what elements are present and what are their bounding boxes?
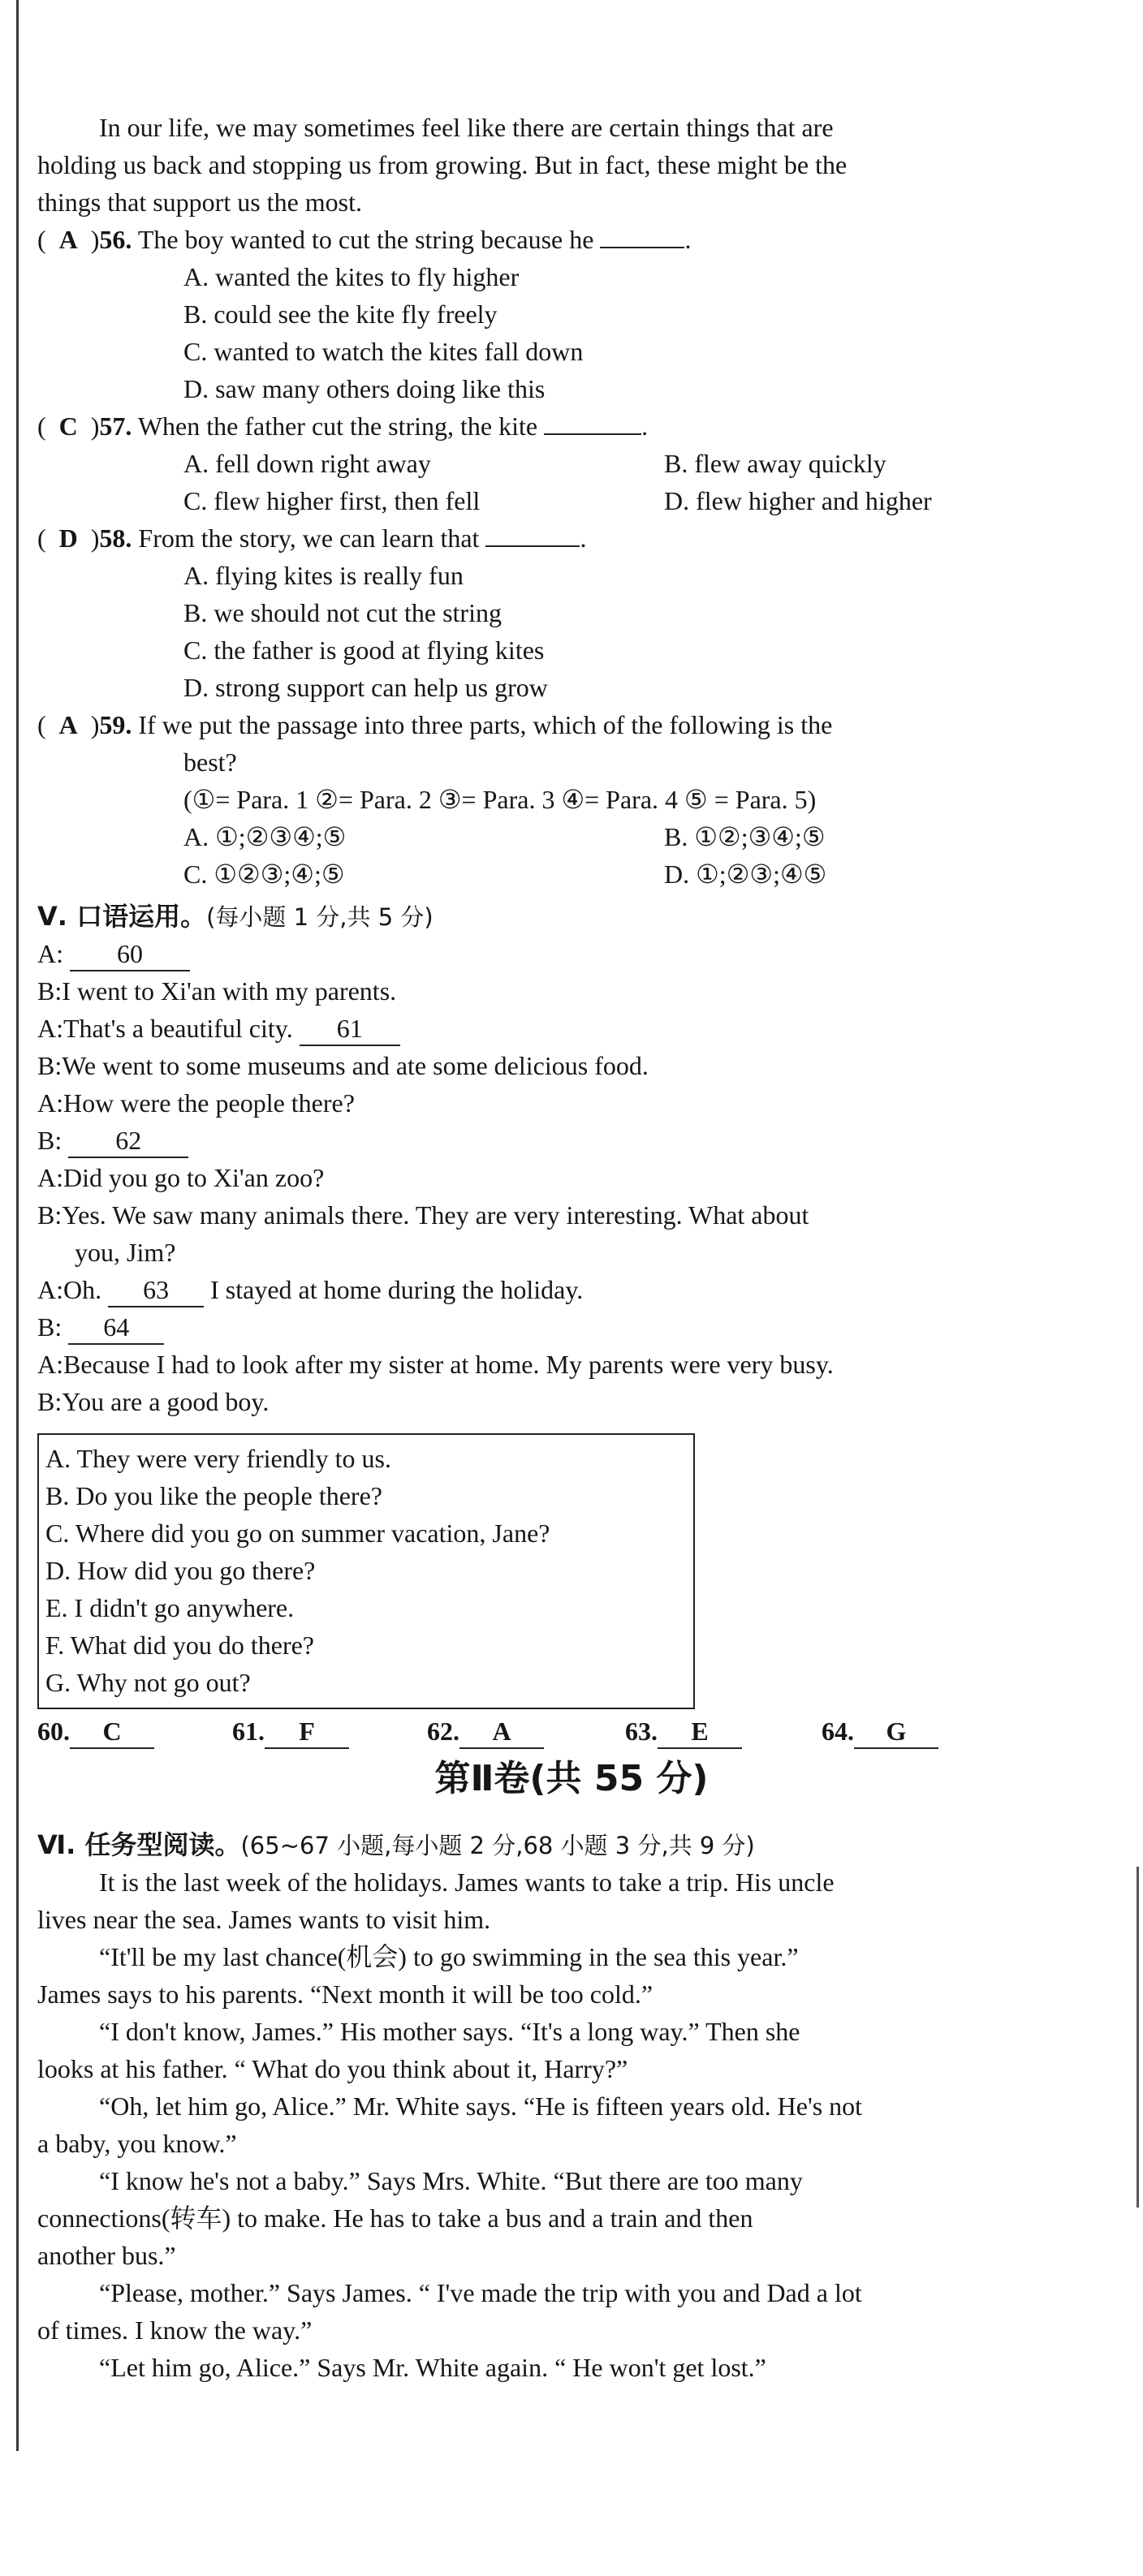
- dialogue-line: [37, 1010, 400, 1047]
- dialogue-line: [37, 935, 190, 972]
- option: C. the father is good at flying kites: [183, 635, 545, 665]
- speaker: A:: [37, 1014, 63, 1043]
- story-line: “Please, mother.” Says James. “ I've made the trip with you and Dad a lot: [99, 2278, 862, 2307]
- story-line: another bus.”: [37, 2241, 176, 2270]
- question-57: ( C )57. When the father cut the string, the kite .: [37, 411, 649, 441]
- answer-mark: A: [58, 225, 78, 254]
- answer-value: E: [658, 1715, 742, 1749]
- dialogue-text: Yes. We saw many animals there. They are very interesting. What about: [62, 1200, 809, 1230]
- answer-number: 62.: [427, 1717, 459, 1746]
- para-key: (①= Para. 1 ②= Para. 2 ③= Para. 3 ④= Para. 4 ⑤ = Para. 5): [183, 785, 817, 814]
- answer-60: [37, 1712, 154, 1750]
- option: D. ①;②③;④⑤: [664, 859, 827, 889]
- choice: G. Why not go out?: [45, 1668, 251, 1697]
- dialogue-line: [37, 1308, 164, 1346]
- question-59: ( A )59. If we put the passage into three parts, which of the following is the: [37, 710, 833, 739]
- option: A. fell down right away: [183, 449, 431, 478]
- option: D. flew higher and higher: [664, 486, 932, 515]
- dialogue-blank: 63: [108, 1273, 204, 1307]
- answer-mark: A: [58, 710, 78, 739]
- speaker: B:: [37, 976, 63, 1006]
- dialogue-text: Oh.: [63, 1275, 102, 1304]
- question-58: ( D )58. From the story, we can learn that .: [37, 523, 587, 553]
- option: C. wanted to watch the kites fall down: [183, 337, 584, 366]
- speaker: A:: [37, 1088, 63, 1118]
- option: A. ①;②③④;⑤: [183, 822, 347, 851]
- choice: D. How did you go there?: [45, 1556, 316, 1585]
- part-2-heading: 第Ⅱ卷(共 55 分): [434, 1758, 709, 1799]
- right-margin-rule: [1137, 1867, 1139, 2208]
- dialogue-text: You are a good boy.: [62, 1387, 270, 1416]
- question-stem-cont: best?: [183, 747, 237, 777]
- option: D. strong support can help us grow: [183, 673, 548, 702]
- story-line: “Oh, let him go, Alice.” Mr. White says. “He is fifteen years old. He's not: [99, 2091, 863, 2121]
- section-5-header: [37, 898, 433, 936]
- dialogue-line: [37, 972, 396, 1010]
- dialogue-text: I stayed at home during the holiday.: [210, 1275, 584, 1304]
- dialogue-line: [37, 1084, 355, 1122]
- option: A. flying kites is really fun: [183, 561, 464, 590]
- answer-63: [625, 1712, 742, 1750]
- answer-number: 60.: [37, 1717, 70, 1746]
- question-number: 59.: [99, 710, 132, 739]
- stem-end: .: [641, 411, 649, 441]
- section-title: Ⅵ. 任务型阅读。: [37, 1829, 241, 1860]
- dialogue-blank: 64: [68, 1311, 164, 1345]
- speaker: A:: [37, 1163, 63, 1192]
- dialogue-text: Did you go to Xi'an zoo?: [63, 1163, 325, 1192]
- answer-number: 64.: [822, 1717, 854, 1746]
- question-number: 58.: [99, 523, 132, 553]
- answer-value: A: [459, 1715, 544, 1749]
- story-line: “Let him go, Alice.” Says Mr. White again. “ He won't get lost.”: [99, 2353, 766, 2382]
- answer-value: F: [265, 1715, 349, 1749]
- dialogue-line: [37, 1047, 649, 1084]
- story-line: connections(转车) to make. He has to take a bus and a train and then: [37, 2203, 753, 2233]
- story-line: James says to his parents. “Next month it will be too cold.”: [37, 1979, 653, 2009]
- section-note: (每小题 1 分,共 5 分): [206, 903, 433, 931]
- speaker: B:: [37, 1126, 63, 1155]
- question-stem: If we put the passage into three parts, which of the following is the: [138, 710, 833, 739]
- dialogue-text: We went to some museums and ate some delicious food.: [62, 1051, 649, 1080]
- dialogue-line-cont: you, Jim?: [75, 1238, 176, 1267]
- dialogue-text: How were the people there?: [63, 1088, 355, 1118]
- dialogue-text: I went to Xi'an with my parents.: [62, 976, 397, 1006]
- dialogue-line: [37, 1159, 324, 1196]
- answer-mark: D: [58, 523, 78, 553]
- answer-61: [232, 1712, 349, 1750]
- story-line: of times. I know the way.”: [37, 2315, 313, 2345]
- speaker: A:: [37, 939, 63, 968]
- speaker: A:: [37, 1350, 63, 1379]
- section-note: (65~67 小题,每小题 2 分,68 小题 3 分,共 9 分): [240, 1832, 755, 1859]
- question-stem: From the story, we can learn that: [138, 523, 480, 553]
- passage-line: holding us back and stopping us from growing. But in fact, these might be the: [37, 150, 848, 179]
- option: C. ①②③;④;⑤: [183, 859, 345, 889]
- question-number: 56.: [99, 225, 132, 254]
- passage-line: things that support us the most.: [37, 187, 362, 217]
- dialogue-blank: 60: [70, 937, 190, 971]
- option: B. could see the kite fly freely: [183, 299, 498, 329]
- answer-number: 61.: [232, 1717, 265, 1746]
- story-line: It is the last week of the holidays. James wants to take a trip. His uncle: [99, 1867, 835, 1897]
- answer-mark: C: [58, 411, 78, 441]
- question-number: 57.: [99, 411, 132, 441]
- speaker: A:: [37, 1275, 63, 1304]
- dialogue-blank: 61: [300, 1012, 400, 1046]
- answer-value: C: [70, 1715, 154, 1749]
- answer-blank: [485, 545, 580, 547]
- choice: C. Where did you go on summer vacation, Jane?: [45, 1518, 550, 1548]
- choice: E. I didn't go anywhere.: [45, 1593, 295, 1622]
- stem-end: .: [684, 225, 692, 254]
- story-line: “It'll be my last chance(机会) to go swimming in the sea this year.”: [99, 1942, 799, 1971]
- stem-end: .: [580, 523, 587, 553]
- option: B. flew away quickly: [664, 449, 886, 478]
- answer-blank: [600, 247, 684, 248]
- left-margin-rule: [16, 0, 19, 2451]
- passage-line: In our life, we may sometimes feel like there are certain things that are: [99, 113, 834, 142]
- answer-64: [822, 1712, 938, 1750]
- dialogue-text: That's a beautiful city.: [63, 1014, 293, 1043]
- answer-number: 63.: [625, 1717, 658, 1746]
- choice: A. They were very friendly to us.: [45, 1444, 391, 1473]
- speaker: B:: [37, 1387, 63, 1416]
- story-line: “I know he's not a baby.” Says Mrs. White. “But there are too many: [99, 2166, 803, 2195]
- option: B. we should not cut the string: [183, 598, 502, 627]
- dialogue-blank: 62: [68, 1124, 188, 1158]
- question-stem: When the father cut the string, the kite: [137, 411, 538, 441]
- dialogue-line: [37, 1271, 583, 1308]
- speaker: B:: [37, 1051, 63, 1080]
- option: A. wanted the kites to fly higher: [183, 262, 520, 291]
- choice: B. Do you like the people there?: [45, 1481, 382, 1510]
- answer-blank: [544, 433, 641, 435]
- answer-value: G: [854, 1715, 938, 1749]
- story-line: looks at his father. “ What do you think about it, Harry?”: [37, 2054, 628, 2083]
- section-title: Ⅴ. 口语运用。: [37, 901, 207, 932]
- option: B. ①②;③④;⑤: [664, 822, 826, 851]
- dialogue-line: [37, 1196, 809, 1234]
- option: C. flew higher first, then fell: [183, 486, 481, 515]
- speaker: B:: [37, 1200, 63, 1230]
- story-line: “I don't know, James.” His mother says. “It's a long way.” Then she: [99, 2017, 800, 2046]
- dialogue-text: Because I had to look after my sister at home. My parents were very busy.: [63, 1350, 834, 1379]
- dialogue-line: [37, 1346, 834, 1383]
- question-56: ( A )56. The boy wanted to cut the string because he .: [37, 225, 692, 254]
- dialogue-line: [37, 1122, 188, 1159]
- choice: F. What did you do there?: [45, 1630, 314, 1660]
- speaker: B:: [37, 1312, 63, 1342]
- story-line: lives near the sea. James wants to visit him.: [37, 1905, 491, 1934]
- option: D. saw many others doing like this: [183, 374, 546, 403]
- question-stem: The boy wanted to cut the string because he: [137, 225, 594, 254]
- dialogue-line: [37, 1383, 269, 1420]
- section-6-header: [37, 1826, 755, 1864]
- story-line: a baby, you know.”: [37, 2129, 237, 2158]
- answer-62: [427, 1712, 544, 1750]
